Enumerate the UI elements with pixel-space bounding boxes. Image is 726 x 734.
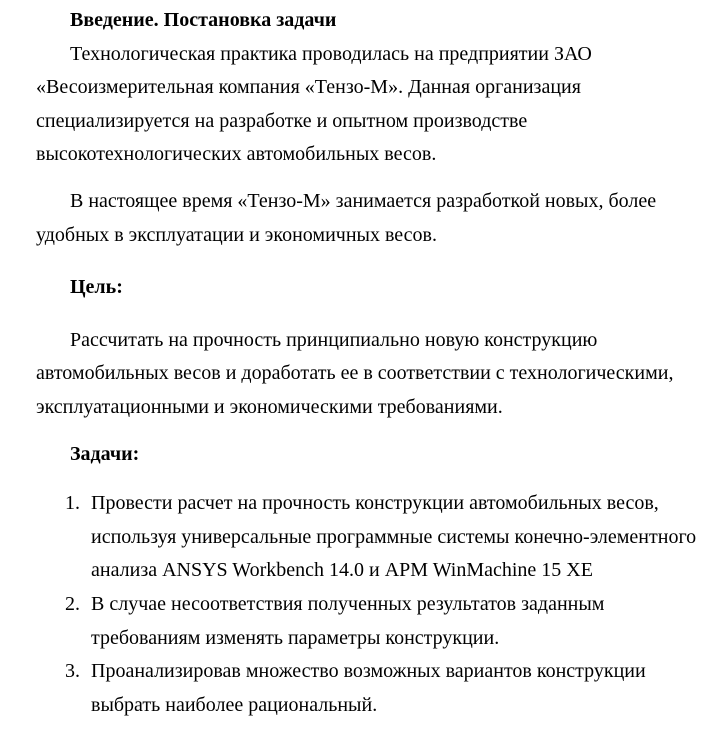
section-heading-goal: [36, 271, 700, 305]
list-item-line: требованиям изменять параметры конструкции.: [91, 626, 500, 649]
paragraph-line: специализируется на разработке и опытном производстве: [36, 109, 528, 132]
list-item-line: В случае несоответствия полученных результатов заданным: [91, 592, 605, 615]
list-item-line: Провести расчет на прочность конструкции автомобильных весов,: [91, 492, 659, 515]
task-item-3: [36, 655, 700, 722]
paragraph-company-intro: [36, 38, 700, 172]
heading-goal-text: Цель:: [70, 276, 123, 299]
paragraph-line: эксплуатационными и экономическими требованиями.: [36, 395, 503, 418]
heading-introduction-text: Введение. Постановка задачи: [70, 9, 337, 31]
list-item-line: выбрать наиболее рациональный.: [91, 693, 378, 716]
list-number-3: 3.: [65, 660, 80, 683]
paragraph-company-current: [36, 185, 700, 252]
task-item-2: [36, 588, 700, 655]
task-item-1: [36, 487, 700, 588]
paragraph-line: высокотехнологических автомобильных весов.: [36, 143, 437, 166]
paragraph-goal-description: [36, 324, 700, 425]
list-item-line: используя универсальные программные системы конечно-элементного: [91, 525, 697, 548]
section-heading-introduction: [36, 4, 700, 38]
paragraph-line: автомобильных весов и доработать ее в соответствии с технологическими,: [36, 362, 674, 385]
heading-tasks-text: Задачи:: [70, 442, 140, 465]
paragraph-line: «Весоизмерительная компания «Тензо-М». Данная организация: [36, 76, 581, 99]
list-number-1: 1.: [65, 492, 80, 515]
paragraph-line: Технологическая практика проводилась на предприятии ЗАО: [70, 42, 592, 65]
list-item-line: анализа ANSYS Workbench 14.0 и APM WinMachine 15 XE: [91, 559, 593, 582]
list-number-2: 2.: [65, 592, 80, 615]
list-item-line: Проанализировав множество возможных вариантов конструкции: [91, 660, 646, 683]
section-heading-tasks: [36, 438, 700, 472]
paragraph-line: удобных в эксплуатации и экономичных весов.: [36, 223, 437, 246]
paragraph-line: Рассчитать на прочность принципиально новую конструкцию: [70, 328, 598, 351]
paragraph-line: В настоящее время «Тензо-М» занимается разработкой новых, более: [70, 189, 657, 212]
